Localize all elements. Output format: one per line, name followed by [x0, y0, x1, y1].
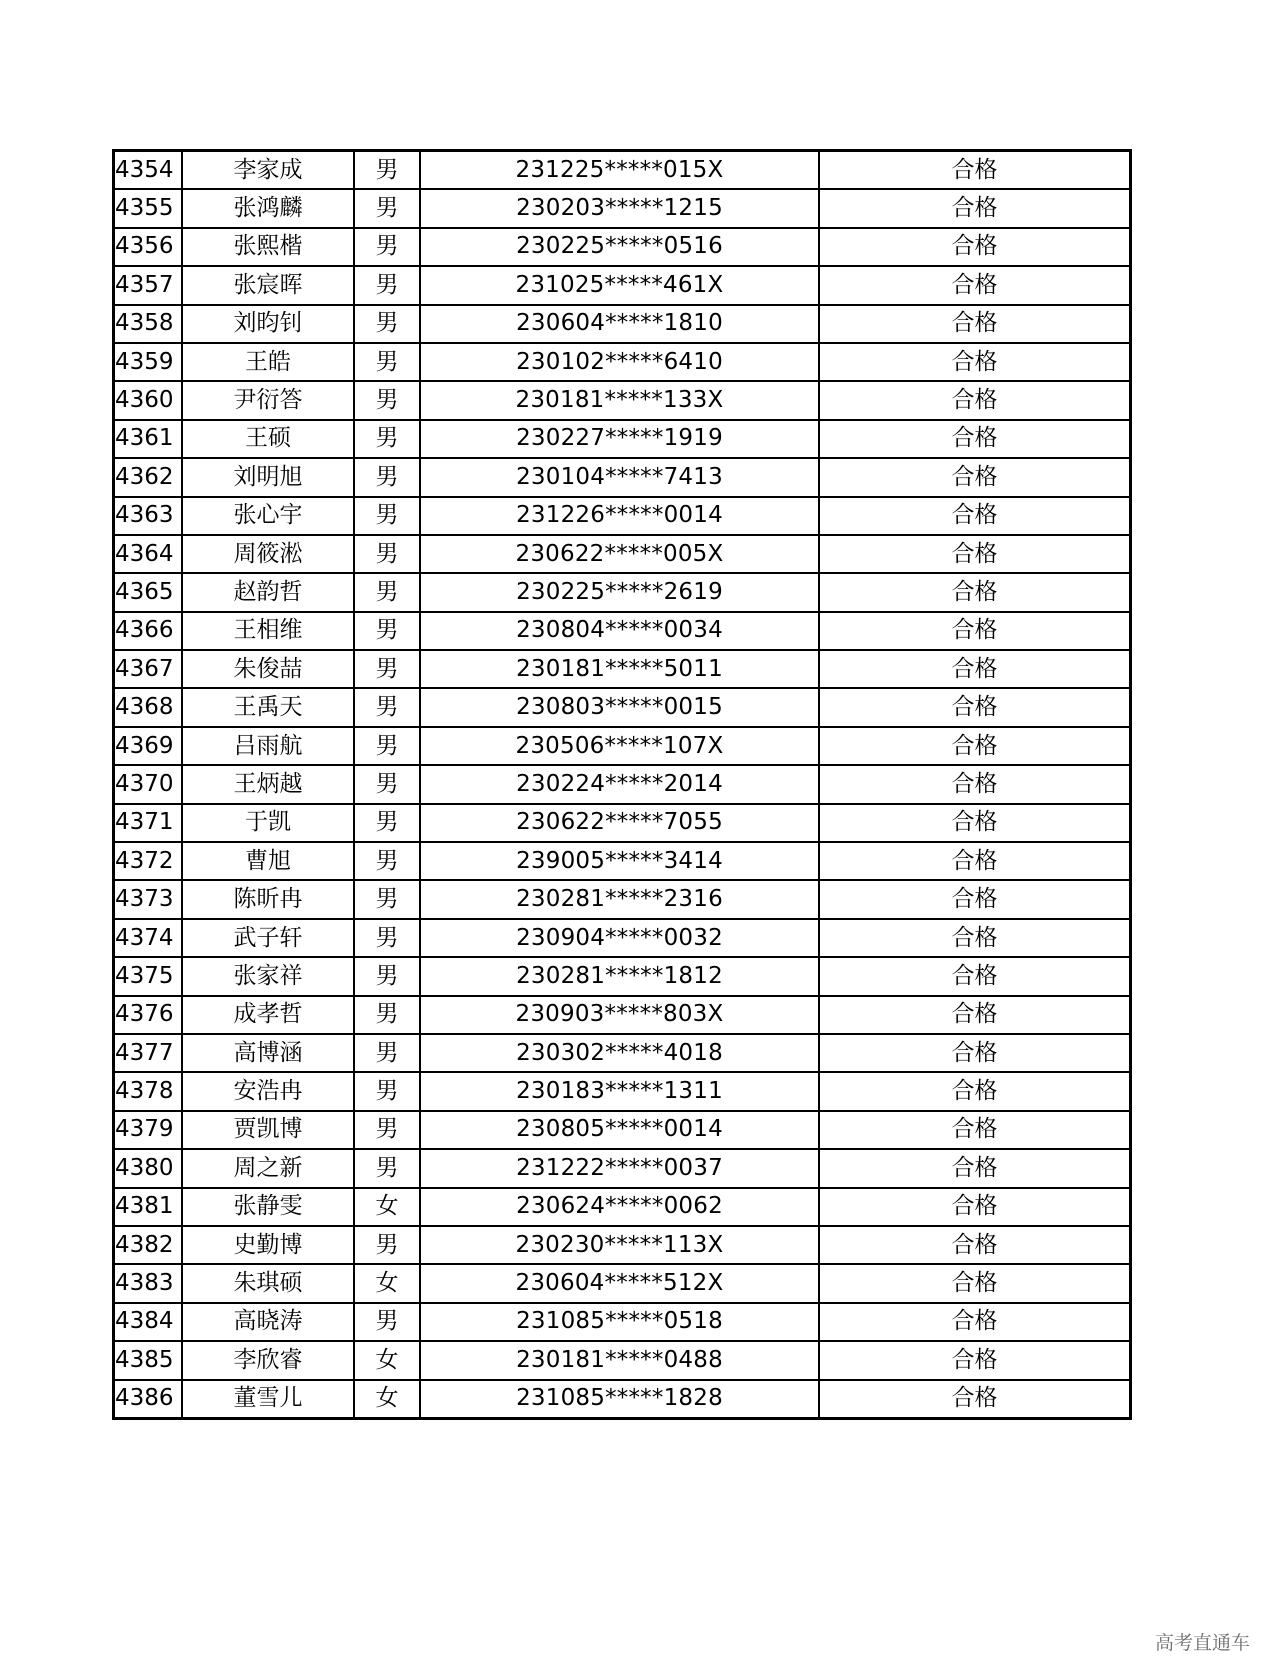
- table-row: [114, 1303, 1131, 1341]
- id-number-cell: 230181*****133X: [420, 381, 819, 419]
- result-cell: 合格: [819, 650, 1131, 688]
- name-cell: 吕雨航: [182, 727, 354, 765]
- row-number-cell: 4377: [114, 1034, 183, 1072]
- result-cell: 合格: [819, 343, 1131, 381]
- result-cell: 合格: [819, 1034, 1131, 1072]
- row-number-cell: 4366: [114, 612, 183, 650]
- table-row: [114, 1264, 1131, 1302]
- row-number-cell: 4358: [114, 305, 183, 343]
- gender-cell: 男: [354, 842, 420, 880]
- name-cell: 于凯: [182, 804, 354, 842]
- row-number-cell: 4375: [114, 957, 183, 995]
- id-number-cell: 231225*****015X: [420, 151, 819, 190]
- row-number-cell: 4370: [114, 765, 183, 803]
- id-number-cell: 230903*****803X: [420, 996, 819, 1034]
- gender-cell: 男: [354, 612, 420, 650]
- row-number-cell: 4360: [114, 381, 183, 419]
- name-cell: 成孝哲: [182, 996, 354, 1034]
- name-cell: 王炳越: [182, 765, 354, 803]
- result-cell: 合格: [819, 458, 1131, 496]
- result-cell: 合格: [819, 957, 1131, 995]
- name-cell: 贾凯博: [182, 1111, 354, 1149]
- id-number-cell: 230904*****0032: [420, 919, 819, 957]
- name-cell: 王禹天: [182, 688, 354, 726]
- name-cell: 王相维: [182, 612, 354, 650]
- result-cell: 合格: [819, 996, 1131, 1034]
- table-row: [114, 228, 1131, 266]
- name-cell: 李欣睿: [182, 1341, 354, 1379]
- result-cell: 合格: [819, 1072, 1131, 1110]
- table-row: [114, 1111, 1131, 1149]
- name-cell: 张心宇: [182, 497, 354, 535]
- table-row: [114, 343, 1131, 381]
- gender-cell: 男: [354, 497, 420, 535]
- result-cell: 合格: [819, 305, 1131, 343]
- result-cell: 合格: [819, 727, 1131, 765]
- id-number-cell: 231222*****0037: [420, 1149, 819, 1187]
- table-row: [114, 497, 1131, 535]
- name-cell: 周之新: [182, 1149, 354, 1187]
- row-number-cell: 4354: [114, 151, 183, 190]
- gender-cell: 男: [354, 151, 420, 190]
- result-cell: 合格: [819, 381, 1131, 419]
- result-cell: 合格: [819, 1341, 1131, 1379]
- gender-cell: 女: [354, 1264, 420, 1302]
- name-cell: 刘明旭: [182, 458, 354, 496]
- row-number-cell: 4365: [114, 573, 183, 611]
- result-cell: 合格: [819, 151, 1131, 190]
- result-cell: 合格: [819, 1226, 1131, 1264]
- result-cell: 合格: [819, 1303, 1131, 1341]
- watermark-text: 高考直通车: [1154, 1632, 1250, 1654]
- name-cell: 张静雯: [182, 1188, 354, 1226]
- row-number-cell: 4359: [114, 343, 183, 381]
- row-number-cell: 4371: [114, 804, 183, 842]
- table-row: [114, 573, 1131, 611]
- name-cell: 周筱淞: [182, 535, 354, 573]
- id-number-cell: 230225*****0516: [420, 228, 819, 266]
- table-row: [114, 650, 1131, 688]
- id-number-cell: 231226*****0014: [420, 497, 819, 535]
- table-row: [114, 420, 1131, 458]
- id-number-cell: 231025*****461X: [420, 266, 819, 304]
- row-number-cell: 4376: [114, 996, 183, 1034]
- row-number-cell: 4373: [114, 880, 183, 918]
- id-number-cell: 230181*****0488: [420, 1341, 819, 1379]
- result-cell: 合格: [819, 765, 1131, 803]
- gender-cell: 男: [354, 804, 420, 842]
- name-cell: 张家祥: [182, 957, 354, 995]
- row-number-cell: 4379: [114, 1111, 183, 1149]
- gender-cell: 男: [354, 1226, 420, 1264]
- name-cell: 刘昀钊: [182, 305, 354, 343]
- table-row: [114, 1149, 1131, 1187]
- name-cell: 王硕: [182, 420, 354, 458]
- table-row: [114, 996, 1131, 1034]
- gender-cell: 女: [354, 1380, 420, 1419]
- result-cell: 合格: [819, 189, 1131, 227]
- id-number-cell: 231085*****1828: [420, 1380, 819, 1419]
- table-row: [114, 880, 1131, 918]
- row-number-cell: 4362: [114, 458, 183, 496]
- name-cell: 武子轩: [182, 919, 354, 957]
- result-cell: 合格: [819, 1188, 1131, 1226]
- name-cell: 尹衍答: [182, 381, 354, 419]
- table-row: [114, 1380, 1131, 1419]
- id-number-cell: 230803*****0015: [420, 688, 819, 726]
- table-row: [114, 765, 1131, 803]
- row-number-cell: 4380: [114, 1149, 183, 1187]
- name-cell: 李家成: [182, 151, 354, 190]
- id-number-cell: 230225*****2619: [420, 573, 819, 611]
- result-cell: 合格: [819, 804, 1131, 842]
- qualified-candidates-table: [112, 149, 1132, 1420]
- name-cell: 王皓: [182, 343, 354, 381]
- row-number-cell: 4355: [114, 189, 183, 227]
- name-cell: 张鸿麟: [182, 189, 354, 227]
- name-cell: 张熙楷: [182, 228, 354, 266]
- gender-cell: 男: [354, 765, 420, 803]
- result-cell: 合格: [819, 1264, 1131, 1302]
- gender-cell: 男: [354, 381, 420, 419]
- id-number-cell: 230281*****2316: [420, 880, 819, 918]
- table-row: [114, 842, 1131, 880]
- table-row: [114, 1226, 1131, 1264]
- id-number-cell: 230622*****005X: [420, 535, 819, 573]
- table-row: [114, 189, 1131, 227]
- row-number-cell: 4369: [114, 727, 183, 765]
- gender-cell: 男: [354, 880, 420, 918]
- gender-cell: 男: [354, 535, 420, 573]
- gender-cell: 男: [354, 996, 420, 1034]
- id-number-cell: 230281*****1812: [420, 957, 819, 995]
- result-cell: 合格: [819, 842, 1131, 880]
- row-number-cell: 4367: [114, 650, 183, 688]
- gender-cell: 男: [354, 305, 420, 343]
- result-cell: 合格: [819, 535, 1131, 573]
- result-cell: 合格: [819, 573, 1131, 611]
- name-cell: 张宸晖: [182, 266, 354, 304]
- table-row: [114, 1034, 1131, 1072]
- id-number-cell: 230230*****113X: [420, 1226, 819, 1264]
- table-row: [114, 1072, 1131, 1110]
- row-number-cell: 4385: [114, 1341, 183, 1379]
- gender-cell: 男: [354, 573, 420, 611]
- result-cell: 合格: [819, 688, 1131, 726]
- gender-cell: 女: [354, 1188, 420, 1226]
- name-cell: 史勤博: [182, 1226, 354, 1264]
- row-number-cell: 4356: [114, 228, 183, 266]
- row-number-cell: 4381: [114, 1188, 183, 1226]
- row-number-cell: 4357: [114, 266, 183, 304]
- result-cell: 合格: [819, 228, 1131, 266]
- row-number-cell: 4372: [114, 842, 183, 880]
- table-row: [114, 804, 1131, 842]
- table-row: [114, 612, 1131, 650]
- table-row: [114, 1341, 1131, 1379]
- name-cell: 安浩冉: [182, 1072, 354, 1110]
- result-cell: 合格: [819, 420, 1131, 458]
- table-row: [114, 381, 1131, 419]
- row-number-cell: 4368: [114, 688, 183, 726]
- table-body: [114, 151, 1131, 1419]
- id-number-cell: 230224*****2014: [420, 765, 819, 803]
- table-row: [114, 1188, 1131, 1226]
- id-number-cell: 230604*****512X: [420, 1264, 819, 1302]
- gender-cell: 男: [354, 266, 420, 304]
- id-number-cell: 230622*****7055: [420, 804, 819, 842]
- result-cell: 合格: [819, 880, 1131, 918]
- gender-cell: 男: [354, 1149, 420, 1187]
- gender-cell: 男: [354, 957, 420, 995]
- table-row: [114, 266, 1131, 304]
- id-number-cell: 230102*****6410: [420, 343, 819, 381]
- result-cell: 合格: [819, 497, 1131, 535]
- id-number-cell: 230104*****7413: [420, 458, 819, 496]
- gender-cell: 男: [354, 343, 420, 381]
- id-number-cell: 230203*****1215: [420, 189, 819, 227]
- id-number-cell: 230227*****1919: [420, 420, 819, 458]
- table-row: [114, 727, 1131, 765]
- row-number-cell: 4384: [114, 1303, 183, 1341]
- name-cell: 陈昕冉: [182, 880, 354, 918]
- table-row: [114, 151, 1131, 190]
- gender-cell: 男: [354, 1072, 420, 1110]
- table-row: [114, 458, 1131, 496]
- name-cell: 董雪儿: [182, 1380, 354, 1419]
- row-number-cell: 4363: [114, 497, 183, 535]
- table-row: [114, 688, 1131, 726]
- result-cell: 合格: [819, 1111, 1131, 1149]
- name-cell: 曹旭: [182, 842, 354, 880]
- row-number-cell: 4378: [114, 1072, 183, 1110]
- id-number-cell: 230506*****107X: [420, 727, 819, 765]
- row-number-cell: 4383: [114, 1264, 183, 1302]
- result-cell: 合格: [819, 1149, 1131, 1187]
- row-number-cell: 4364: [114, 535, 183, 573]
- name-cell: 朱俊喆: [182, 650, 354, 688]
- gender-cell: 男: [354, 1303, 420, 1341]
- gender-cell: 男: [354, 1111, 420, 1149]
- gender-cell: 男: [354, 420, 420, 458]
- table-row: [114, 535, 1131, 573]
- gender-cell: 女: [354, 1341, 420, 1379]
- id-number-cell: 230302*****4018: [420, 1034, 819, 1072]
- id-number-cell: 231085*****0518: [420, 1303, 819, 1341]
- row-number-cell: 4361: [114, 420, 183, 458]
- name-cell: 高博涵: [182, 1034, 354, 1072]
- name-cell: 赵韵哲: [182, 573, 354, 611]
- id-number-cell: 239005*****3414: [420, 842, 819, 880]
- gender-cell: 男: [354, 458, 420, 496]
- gender-cell: 男: [354, 650, 420, 688]
- result-cell: 合格: [819, 919, 1131, 957]
- gender-cell: 男: [354, 688, 420, 726]
- result-cell: 合格: [819, 1380, 1131, 1419]
- name-cell: 朱琪硕: [182, 1264, 354, 1302]
- gender-cell: 男: [354, 189, 420, 227]
- id-number-cell: 230604*****1810: [420, 305, 819, 343]
- id-number-cell: 230804*****0034: [420, 612, 819, 650]
- gender-cell: 男: [354, 1034, 420, 1072]
- table-row: [114, 305, 1131, 343]
- result-cell: 合格: [819, 612, 1131, 650]
- gender-cell: 男: [354, 228, 420, 266]
- row-number-cell: 4374: [114, 919, 183, 957]
- gender-cell: 男: [354, 727, 420, 765]
- name-cell: 高晓涛: [182, 1303, 354, 1341]
- id-number-cell: 230805*****0014: [420, 1111, 819, 1149]
- id-number-cell: 230183*****1311: [420, 1072, 819, 1110]
- row-number-cell: 4386: [114, 1380, 183, 1419]
- id-number-cell: 230624*****0062: [420, 1188, 819, 1226]
- result-cell: 合格: [819, 266, 1131, 304]
- table-row: [114, 957, 1131, 995]
- gender-cell: 男: [354, 919, 420, 957]
- id-number-cell: 230181*****5011: [420, 650, 819, 688]
- table-row: [114, 919, 1131, 957]
- row-number-cell: 4382: [114, 1226, 183, 1264]
